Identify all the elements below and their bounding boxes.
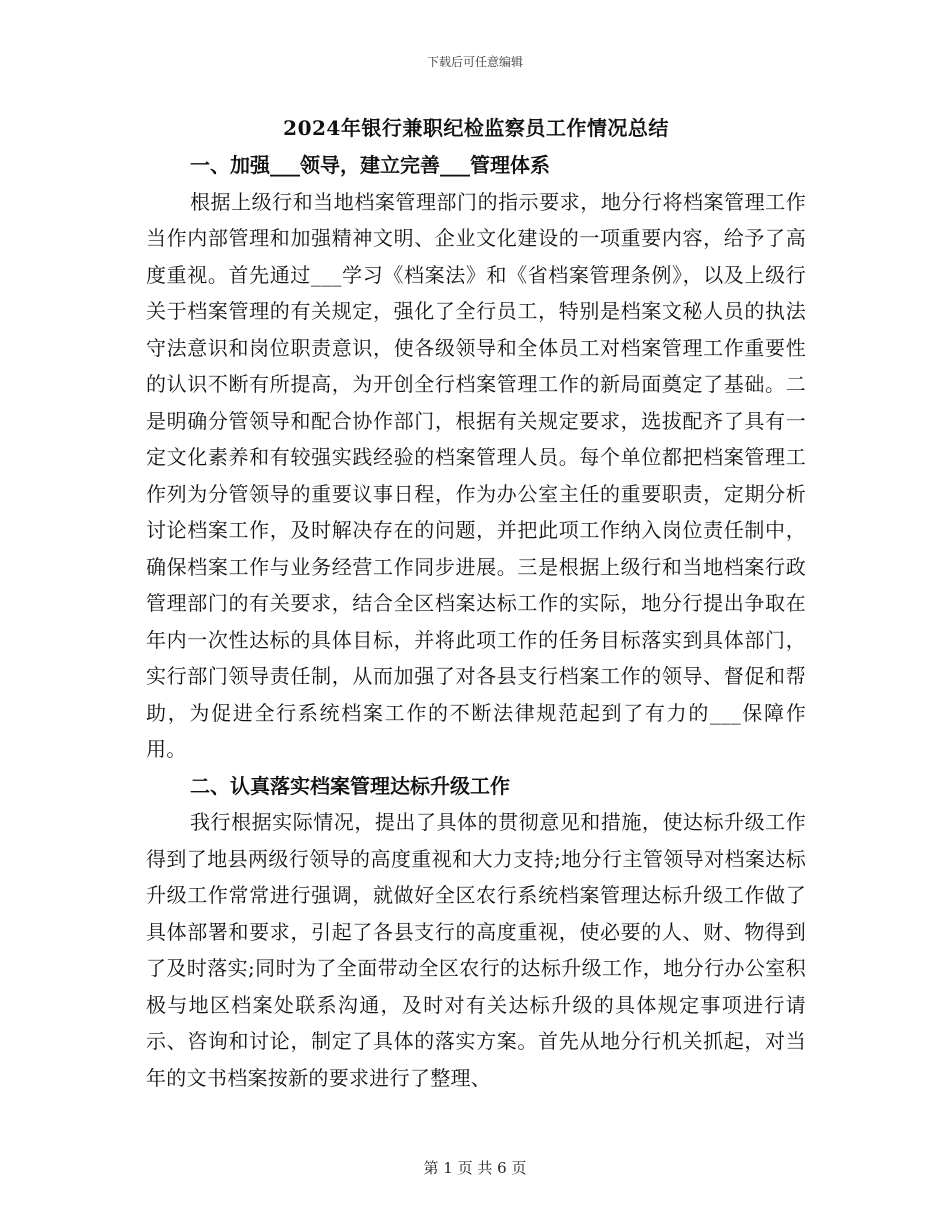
section-1-paragraph: 根据上级行和当地档案管理部门的指示要求，地分行将档案管理工作当作内部管理和加强精神文明、企业文化建设的一项重要内容，给予了高度重视。首先通过___学习《档案法》和《省档案管理条例》，以及上级行关于档案管理的有关规定，强化了全行员工，特别是档案文秘人员的执法守法意识和岗位职责意识，使各级领导和全体员工对档案管理工作重要性的认识不断有所提高，为开创全行档案管理工作的新局面奠定了基础。二是明确分管领导和配合协作部门，根据有关规定要求，选拔配齐了具有一定文化素养和有较强实践经验的档案管理人员。每个单位都把档案管理工作列为分管领导的重要议事日程，作为办公室主任的重要职责，定期分析讨论档案工作，及时解决存在的问题，并把此项工作纳入岗位责任制中，确保档案工作与业务经营工作同步进展。三是根据上级行和当地档案行政管理部门的有关要求，结合全区档案达标工作的实际，地分行提出争取在年内一次性达标的具体目标，并将此项工作的任务目标落实到具体部门，实行部门领导责任制，从而加强了对各县支行档案工作的领导、督促和帮助，为促进全行系统档案工作的不断法律规范起到了有力的___保障作用。 (146, 189, 806, 761)
section-2-paragraph: 我行根据实际情况，提出了具体的贯彻意见和措施，使达标升级工作得到了地县两级行领导的高度重视和大力支持;地分行主管领导对档案达标升级工作常常进行强调，就做好全区农行系统档案管理达标升级工作做了具体部署和要求，引起了各县支行的高度重视，使必要的人、财、物得到了及时落实;同时为了全面带动全区农行的达标升级工作，地分行办公室积极与地区档案处联系沟通，及时对有关达标升级的具体规定事项进行请示、咨询和讨论，制定了具体的落实方案。首先从地分行机关抓起，对当年的文书档案按新的要求进行了整理、 (146, 810, 806, 1090)
section-2-heading: 二、认真落实档案管理达标升级工作 (190, 773, 510, 798)
page-number-indicator: 第 1 页 共 6 页 (423, 1159, 527, 1177)
document-body (146, 113, 806, 1096)
section-1-heading: 一、加强___领导，建立完善___管理体系 (190, 153, 550, 177)
page-header-note: 下载后可任意编辑 (426, 55, 523, 69)
document-title: 2024年银行兼职纪检监察员工作情况总结 (283, 116, 669, 140)
section-1 (146, 147, 806, 768)
section-2 (146, 768, 806, 1097)
